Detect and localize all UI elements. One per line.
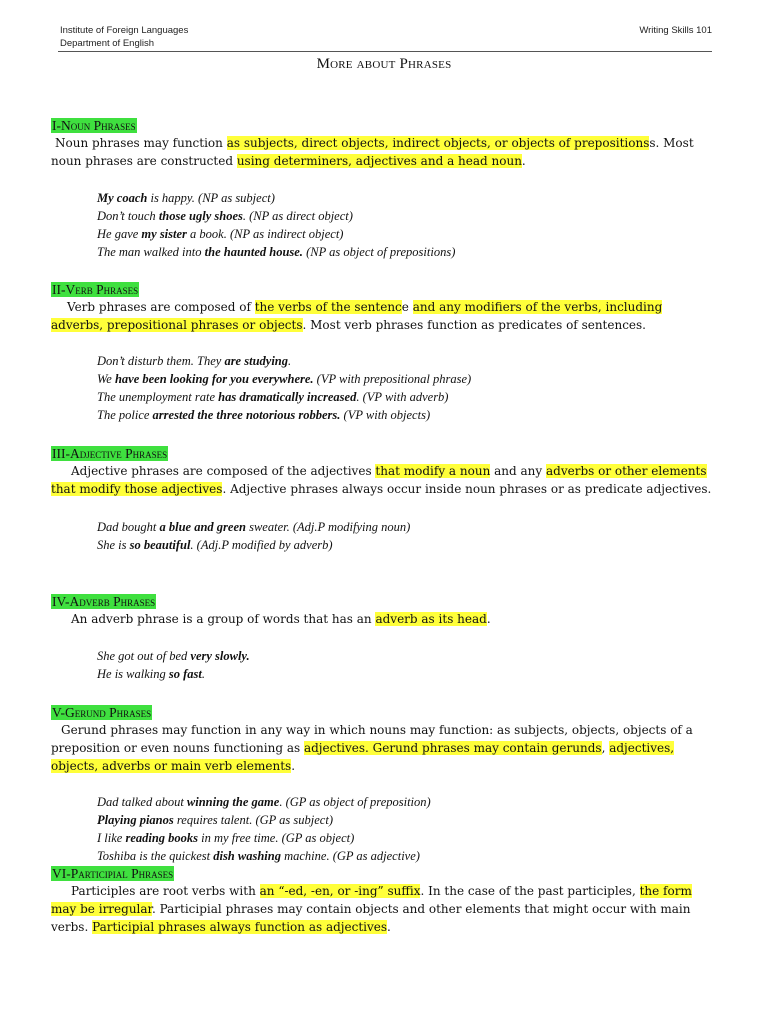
section-paragraph: Noun phrases may function as subjects, direct objects, indirect objects, or objects of prepositionss. Most noun phrases are constructed using determiners, adjectives and a head noun. xyxy=(51,136,694,168)
example-sentence: We have been looking for you everywhere. (VP with prepositional phrase) xyxy=(97,372,472,386)
section-heading: II-Verb Phrases xyxy=(52,282,139,297)
section-heading: III-Adjective Phrases xyxy=(52,446,168,461)
section-paragraph: Verb phrases are composed of the verbs of the sentence and any modifiers of the verbs, including adverbs, prepositional phrases or objects. Most verb phrases function as predicates of sentences. xyxy=(51,300,663,332)
institute-name: Institute of Foreign Languages xyxy=(60,25,189,36)
example-sentence: The police arrested the three notorious robbers. (VP with objects) xyxy=(97,408,431,422)
section-paragraph: An adverb phrase is a group of words that has an adverb as its head. xyxy=(71,612,491,626)
example-sentence: My coach is happy. (NP as subject) xyxy=(97,191,275,205)
example-sentence: He is walking so fast. xyxy=(97,667,205,681)
section-heading: I-Noun Phrases xyxy=(52,118,136,133)
example-sentence: Playing pianos requires talent. (GP as subject) xyxy=(97,813,333,827)
department-name: Department of English xyxy=(60,38,154,49)
example-sentence: I like reading books in my free time. (GP as object) xyxy=(97,831,355,845)
section-noun-phrases xyxy=(51,118,713,261)
section-gerund-phrases xyxy=(51,705,713,865)
example-sentence: Dad bought a blue and green sweater. (Adj.P modifying noun) xyxy=(97,520,411,534)
section-verb-phrases xyxy=(51,282,713,424)
section-participial-phrases xyxy=(51,866,713,936)
example-sentence: Don’t disturb them. They are studying. xyxy=(97,354,292,368)
section-adverb-phrases xyxy=(51,594,713,683)
header-rule xyxy=(58,51,712,52)
example-sentence: She got out of bed very slowly. xyxy=(97,649,250,663)
section-adjective-phrases xyxy=(51,446,713,554)
page-title: More about Phrases xyxy=(316,56,452,72)
section-heading: IV-Adverb Phrases xyxy=(52,594,156,609)
section-paragraph: Adjective phrases are composed of the adjectives that modify a noun and any adverbs or other elements that modify those adjectives. Adjective phrases always occur inside noun phrases or as predicate adjectives. xyxy=(51,464,712,496)
section-paragraph: Gerund phrases may function in any way in which nouns may function: as subjects, objects, objects of a preposition or even nouns functioning as adjectives. Gerund phrases may contain gerunds, adjectives, objects, adverbs or main verb elements. xyxy=(51,723,693,773)
section-paragraph: Participles are root verbs with an “-ed, -en, or -ing” suffix. In the case of the past participles, the form may be irregular. Participial phrases may contain objects and other elements that might occur with main verbs. Participial phrases always function as adjectives. xyxy=(51,884,692,934)
header-left xyxy=(60,24,188,50)
example-sentence: Toshiba is the quickest dish washing machine. (GP as adjective) xyxy=(97,849,420,863)
example-sentence: She is so beautiful. (Adj.P modified by adverb) xyxy=(97,538,333,552)
example-sentence: The unemployment rate has dramatically increased. (VP with adverb) xyxy=(97,390,449,404)
section-heading: VI-Participial Phrases xyxy=(52,866,174,881)
course-name: Writing Skills 101 xyxy=(639,25,712,36)
example-sentence: Dad talked about winning the game. (GP as object of preposition) xyxy=(97,795,431,809)
example-sentence: The man walked into the haunted house. (NP as object of prepositions) xyxy=(97,245,456,259)
example-sentence: He gave my sister a book. (NP as indirect object) xyxy=(97,227,344,241)
section-heading: V-Gerund Phrases xyxy=(52,705,152,720)
example-sentence: Don’t touch those ugly shoes. (NP as direct object) xyxy=(97,209,353,223)
